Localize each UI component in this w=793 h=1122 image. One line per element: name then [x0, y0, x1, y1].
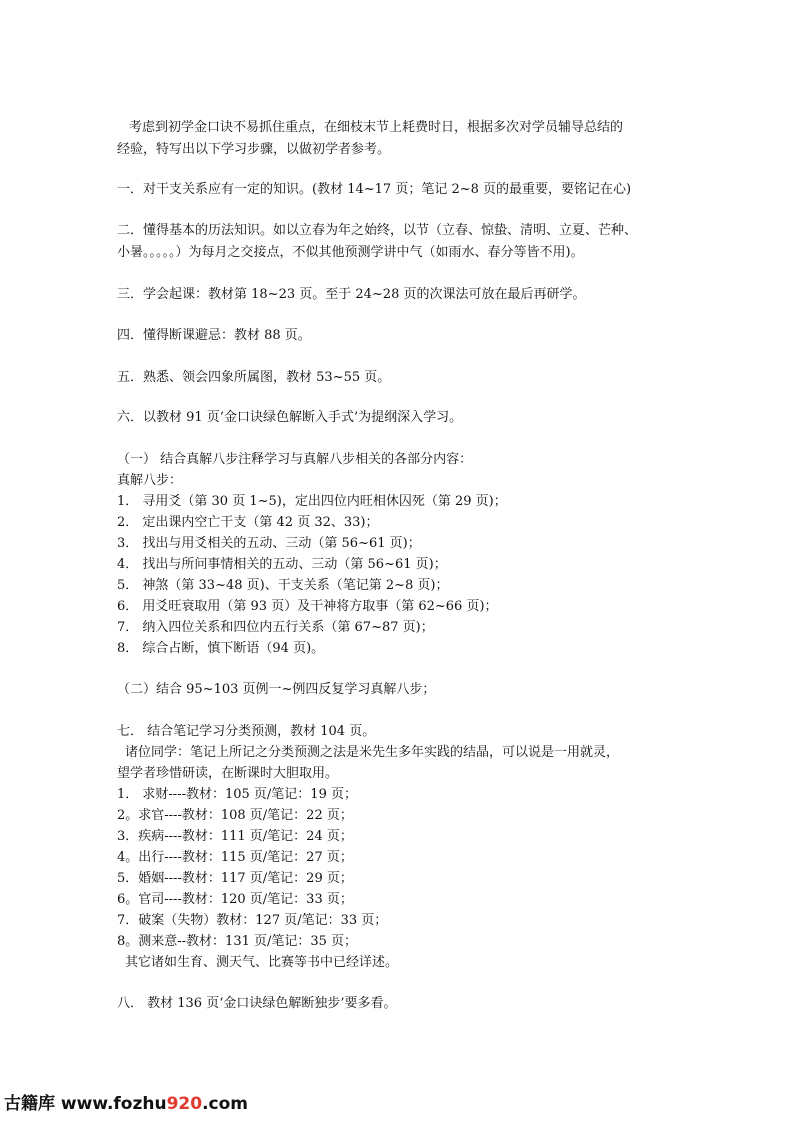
intro-line-2: 经验，特写出以下学习步骤，以做初学者参考。 — [117, 142, 391, 157]
intro-line-1: 考虑到初学金口诀不易抓住重点，在细枝末节上耗费时日，根据多次对学员辅导总结的 — [129, 120, 624, 135]
step-7: 七． 结合笔记学习分类预测，教材 104 页。 — [117, 724, 376, 739]
eight-step-item: 8． 综合占断，慎下断语（94 页)。 — [117, 641, 325, 656]
step-3: 三．学会起课：教材第 18~23 页。至于 24~28 页的次课法可放在最后再研学。 — [117, 287, 586, 302]
category-item: 8。测来意--教材：131 页/笔记：35 页； — [117, 934, 358, 949]
step-4: 四．懂得断课避忌：教材 88 页。 — [117, 328, 311, 343]
step-7-note-line-2: 望学者珍惜研读，在断课时大胆取用。 — [117, 766, 339, 781]
step-2-line-2: 小暑。。。。。）为每月之交接点，不似其他预测学讲中气（如雨水、春分等皆不用)。 — [117, 245, 584, 260]
category-item: 7．破案（失物）教材：127 页/笔记：33 页； — [117, 913, 388, 928]
sub-section-1-title: （一） 结合真解八步注释学习与真解八步相关的各部分内容： — [117, 452, 473, 467]
eight-step-item: 7． 纳入四位关系和四位内五行关系（第 67~87 页)； — [117, 620, 434, 635]
sub-section-2: （二）结合 95~103 页例一~例四反复学习真解八步； — [117, 682, 436, 697]
others-note: 其它诸如生育、测天气、比赛等书中已经详述。 — [125, 955, 399, 970]
step-2-line-1: 二．懂得基本的历法知识。如以立春为年之始终，以节（立春、惊蛰、清明、立夏、芒种、 — [117, 223, 638, 238]
eight-step-item: 4． 找出与所问事情相关的五动、三动（第 56~61 页)； — [117, 557, 447, 572]
eight-steps-heading: 真解八步： — [117, 473, 183, 488]
category-item: 3．疾病----教材：111 页/笔记：24 页； — [117, 829, 353, 844]
category-item: 6。官司----教材：120 页/笔记：33 页； — [117, 892, 353, 907]
step-6: 六．以教材 91 页‘金口诀绿色解断入手式’为提纲深入学习。 — [117, 410, 463, 425]
category-item: 4。出行----教材：115 页/笔记：27 页； — [117, 850, 353, 865]
step-1: 一．对干支关系应有一定的知识。(教材 14~17 页；笔记 2~8 页的最重要，要铭记在心) — [117, 182, 632, 197]
category-item: 5．婚姻----教材：117 页/笔记：29 页； — [117, 871, 353, 886]
category-item: 1． 求财----教材：105 页/笔记：19 页； — [117, 787, 357, 802]
eight-step-item: 6． 用爻旺衰取用（第 93 页）及干神将方取事（第 62~66 页)； — [117, 599, 498, 614]
eight-step-item: 5． 神煞（第 33~48 页)、干支关系（笔记第 2~8 页)； — [117, 578, 449, 593]
watermark-accent: 920 — [166, 1094, 203, 1114]
step-5: 五．熟悉、领会四象所属图，教材 53~55 页。 — [117, 370, 391, 385]
eight-step-item: 2． 定出课内空亡干支（第 42 页 32、33)； — [117, 515, 379, 530]
watermark-prefix: 古籍库 www.fozhu — [4, 1094, 167, 1114]
eight-step-item: 1． 寻用爻（第 30 页 1~5)，定出四位内旺相休囚死（第 29 页)； — [117, 494, 507, 509]
watermark-suffix: .com — [202, 1094, 249, 1114]
site-watermark — [4, 1089, 248, 1114]
step-7-note-line-1: 诸位同学：笔记上所记之分类预测之法是米先生多年实践的结晶，可以说是一用就灵， — [125, 745, 620, 760]
category-item: 2。求官----教材：108 页/笔记：22 页； — [117, 808, 353, 823]
eight-step-item: 3． 找出与用爻相关的五动、三动（第 56~61 页)； — [117, 536, 421, 551]
step-8: 八． 教材 136 页‘金口诀绿色解断独步’要多看。 — [117, 996, 397, 1011]
